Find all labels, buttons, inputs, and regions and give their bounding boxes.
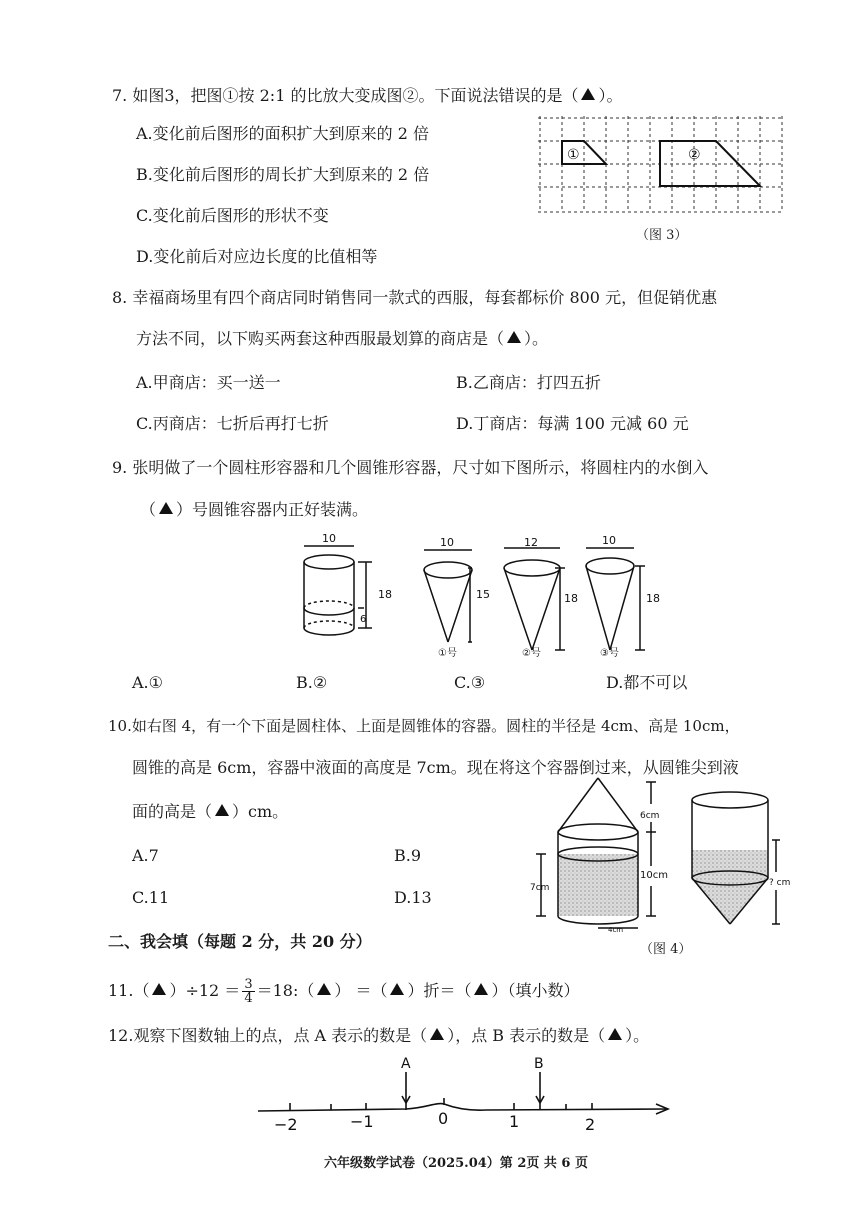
tick-label-neg1: −1 bbox=[350, 1112, 374, 1131]
q9-line-1: 9. 张明做了一个圆柱形容器和几个圆锥形容器，尺寸如下图所示，将圆柱内的水倒入 bbox=[112, 458, 709, 477]
fraction bbox=[242, 978, 254, 1005]
tick-label-0: 0 bbox=[438, 1109, 449, 1128]
answer-triangle-icon bbox=[390, 983, 404, 995]
q10-line-3: 面的高是（ ）cm。 bbox=[132, 802, 289, 821]
answer-triangle-icon bbox=[608, 1028, 622, 1040]
q9-option-c: C.③ bbox=[454, 673, 486, 692]
page-footer: 六年级数学试卷（2025.04）第 2页 共 6 页 bbox=[324, 1156, 588, 1171]
answer-triangle-icon bbox=[215, 804, 229, 816]
answer-triangle-icon bbox=[152, 983, 166, 995]
shape-1-label: ① bbox=[567, 147, 580, 163]
figure-3-grid bbox=[538, 116, 784, 216]
cylinder-height: 18 bbox=[378, 588, 392, 601]
number-line bbox=[256, 1050, 676, 1136]
tick-label-neg2: −2 bbox=[274, 1115, 298, 1134]
cone-3-width: 10 bbox=[602, 534, 616, 547]
q10-line-1: 10.如右图 4，有一个下面是圆柱体、上面是圆锥体的容器。圆柱的半径是 4cm、高是 10cm， bbox=[108, 717, 740, 735]
q10-option-c: C.11 bbox=[132, 888, 170, 907]
answer-triangle-icon bbox=[317, 983, 331, 995]
unknown-height-label: ? cm bbox=[769, 878, 791, 888]
cone-2-width: 12 bbox=[524, 536, 538, 549]
figure-3-caption: （图 3） bbox=[636, 228, 688, 243]
cylinder-height-label: 10cm bbox=[640, 870, 668, 881]
fraction-numerator: 3 bbox=[244, 977, 253, 992]
q8-option-b: B.乙商店：打四五折 bbox=[456, 373, 601, 392]
fraction-denominator: 4 bbox=[244, 991, 253, 1006]
figure-4-caption: （图 4） bbox=[640, 942, 692, 957]
radius-label: 4cm bbox=[608, 926, 624, 934]
cone-2-label: ②号 bbox=[522, 648, 541, 659]
cylinder-water: 6 bbox=[360, 614, 367, 625]
section-2-heading: 二、我会填（每题 2 分，共 20 分） bbox=[108, 932, 372, 951]
q7-stem: 7. 如图3，把图①按 2:1 的比放大变成图②。下面说法错误的是（ ）。 bbox=[112, 86, 623, 105]
q9-option-b: B.② bbox=[296, 673, 328, 692]
point-b-label: B bbox=[534, 1056, 544, 1072]
answer-triangle-icon bbox=[430, 1028, 444, 1040]
q10-line-2: 圆锥的高是 6cm，容器中液面的高度是 7cm。现在将这个容器倒过来，从圆锥尖到液 bbox=[132, 758, 739, 777]
q9-option-d: D.都不可以 bbox=[606, 673, 688, 692]
answer-triangle-icon bbox=[581, 88, 595, 100]
cone-2-height: 18 bbox=[564, 592, 578, 605]
q8-option-a: A.甲商店：买一送一 bbox=[136, 373, 281, 392]
cone-1-width: 10 bbox=[440, 536, 454, 549]
cone-1-label: ①号 bbox=[438, 648, 457, 659]
tick-label-2: 2 bbox=[585, 1115, 596, 1134]
shape-2 bbox=[660, 141, 760, 186]
q8-option-c: C.丙商店：七折后再打七折 bbox=[136, 414, 329, 433]
cone-height-label: 6cm bbox=[640, 811, 660, 821]
q7-option-c: C.变化前后图形的形状不变 bbox=[136, 206, 329, 225]
q9-option-a: A.① bbox=[132, 673, 163, 692]
point-a-label: A bbox=[401, 1056, 411, 1072]
cone-3-height: 18 bbox=[646, 592, 660, 605]
q7-option-a: A.变化前后图形的面积扩大到原来的 2 倍 bbox=[136, 124, 429, 143]
tick-label-1: 1 bbox=[509, 1112, 520, 1131]
water-height-label: 7cm bbox=[530, 883, 550, 893]
cylinder-width: 10 bbox=[322, 532, 336, 545]
answer-triangle-icon bbox=[507, 331, 521, 343]
q8-option-d: D.丁商店：每满 100 元减 60 元 bbox=[456, 414, 689, 433]
shape-2-label: ② bbox=[688, 147, 701, 163]
answer-triangle-icon bbox=[159, 502, 173, 514]
q8-line-2: 方法不同，以下购买两套这种西服最划算的商店是（ ）。 bbox=[136, 329, 549, 348]
q8-line-1: 8. 幸福商场里有四个商店同时销售同一款式的西服，每套都标价 800 元，但促销优惠 bbox=[112, 288, 718, 307]
q7-option-b: B.变化前后图形的周长扩大到原来的 2 倍 bbox=[136, 165, 430, 184]
q12-line: 12.观察下图数轴上的点，点 A 表示的数是（ ），点 B 表示的数是（ ）。 bbox=[108, 1026, 650, 1045]
cone-1-height: 15 bbox=[476, 588, 490, 601]
q9-line-2: （ ）号圆锥容器内正好装满。 bbox=[140, 500, 369, 519]
q10-option-d: D.13 bbox=[394, 888, 432, 907]
answer-triangle-icon bbox=[474, 983, 488, 995]
q11-line: 11.（ ）÷12 ＝ $\frac{3}{4}$ ＝18:（ ） ＝（ ）折＝（ ）（填小数） bbox=[108, 977, 580, 1006]
cone-3-label: ③号 bbox=[600, 648, 619, 659]
q7-option-d: D.变化前后对应边长度的比值相等 bbox=[136, 247, 378, 266]
q10-option-a: A.7 bbox=[132, 846, 159, 865]
q9-figure bbox=[290, 532, 670, 662]
figure-4 bbox=[528, 774, 791, 936]
q10-option-b: B.9 bbox=[394, 846, 422, 865]
